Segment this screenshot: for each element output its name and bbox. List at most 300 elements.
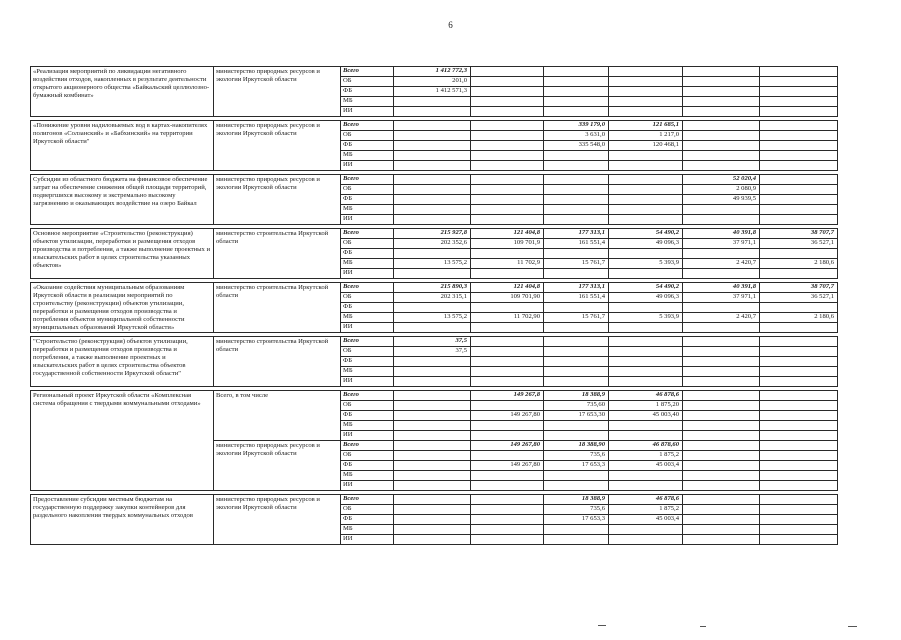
scan-artifact bbox=[700, 626, 706, 627]
amount-cell bbox=[683, 431, 760, 441]
amount-cell bbox=[394, 441, 471, 451]
amount-cell bbox=[683, 505, 760, 515]
amount-cell: 177 313,1 bbox=[544, 229, 609, 239]
amount-cell bbox=[394, 505, 471, 515]
amount-cell bbox=[760, 77, 838, 87]
funding-source-label: ФБ bbox=[341, 357, 394, 367]
funding-source-label: ИИ bbox=[341, 431, 394, 441]
amount-cell: 121 685,1 bbox=[609, 121, 683, 131]
amount-cell: 45 003,40 bbox=[609, 411, 683, 421]
funding-source-label: Всего bbox=[341, 283, 394, 293]
activity-description: Региональный проект Иркутской области «Комплексная система обращения с твердыми коммунальными отходами» bbox=[31, 391, 214, 491]
amount-cell bbox=[683, 411, 760, 421]
amount-cell: 45 003,4 bbox=[609, 515, 683, 525]
funding-source-label: ОБ bbox=[341, 451, 394, 461]
amount-cell bbox=[544, 151, 609, 161]
amount-cell bbox=[471, 215, 544, 225]
amount-cell bbox=[471, 269, 544, 279]
funding-source-label: ОБ bbox=[341, 401, 394, 411]
amount-cell bbox=[471, 175, 544, 185]
funding-source-label: ИИ bbox=[341, 323, 394, 333]
amount-cell bbox=[609, 87, 683, 97]
amount-cell bbox=[609, 249, 683, 259]
amount-cell: 202 352,6 bbox=[394, 239, 471, 249]
amount-cell bbox=[683, 303, 760, 313]
funding-source-label: ФБ bbox=[341, 411, 394, 421]
amount-cell bbox=[760, 515, 838, 525]
amount-cell bbox=[683, 97, 760, 107]
amount-cell bbox=[544, 175, 609, 185]
amount-cell bbox=[394, 367, 471, 377]
amount-cell bbox=[394, 97, 471, 107]
amount-cell bbox=[471, 161, 544, 171]
funding-source-label: ИИ bbox=[341, 215, 394, 225]
amount-cell: 18 388,9 bbox=[544, 495, 609, 505]
amount-cell bbox=[683, 347, 760, 357]
amount-cell bbox=[471, 337, 544, 347]
amount-cell bbox=[609, 77, 683, 87]
responsible-executor: министерство природных ресурсов и экологии Иркутской области bbox=[214, 175, 341, 225]
amount-cell bbox=[760, 505, 838, 515]
amount-cell bbox=[683, 107, 760, 117]
amount-cell: 121 404,8 bbox=[471, 229, 544, 239]
amount-cell bbox=[544, 337, 609, 347]
amount-cell bbox=[760, 303, 838, 313]
amount-cell: 1 412 571,3 bbox=[394, 87, 471, 97]
responsible-executor: министерство природных ресурсов и экологии Иркутской области bbox=[214, 121, 341, 171]
amount-cell: 17 653,30 bbox=[544, 411, 609, 421]
table-row bbox=[31, 391, 838, 401]
table-row bbox=[31, 495, 838, 505]
amount-cell: 49 096,3 bbox=[609, 239, 683, 249]
funding-source-label: Всего bbox=[341, 229, 394, 239]
amount-cell: 202 315,1 bbox=[394, 293, 471, 303]
amount-cell bbox=[609, 67, 683, 77]
amount-cell bbox=[394, 131, 471, 141]
amount-cell bbox=[683, 377, 760, 387]
amount-cell bbox=[544, 323, 609, 333]
amount-cell bbox=[760, 323, 838, 333]
amount-cell bbox=[544, 525, 609, 535]
amount-cell bbox=[683, 391, 760, 401]
amount-cell bbox=[394, 121, 471, 131]
amount-cell bbox=[394, 411, 471, 421]
amount-cell bbox=[471, 303, 544, 313]
funding-source-label: Всего bbox=[341, 337, 394, 347]
amount-cell: 36 527,1 bbox=[760, 293, 838, 303]
funding-source-label: ИИ bbox=[341, 269, 394, 279]
amount-cell bbox=[683, 215, 760, 225]
amount-cell bbox=[544, 347, 609, 357]
amount-cell bbox=[544, 471, 609, 481]
amount-cell bbox=[609, 421, 683, 431]
amount-cell bbox=[471, 471, 544, 481]
amount-cell bbox=[683, 269, 760, 279]
amount-cell bbox=[760, 441, 838, 451]
amount-cell bbox=[609, 175, 683, 185]
amount-cell bbox=[394, 515, 471, 525]
amount-cell bbox=[544, 107, 609, 117]
amount-cell: 149 267,80 bbox=[471, 441, 544, 451]
table-row bbox=[31, 121, 838, 131]
amount-cell bbox=[609, 303, 683, 313]
amount-cell bbox=[609, 357, 683, 367]
amount-cell bbox=[683, 451, 760, 461]
activity-description: «Оказание содействия муниципальным образованиям Иркутской области в реализации мероприятий по строительству (реконструкции) объектов утилизации, переработки и размещения отходов производства и потребления объектов муниципальной собственности муниципальных образований Иркутской области» bbox=[31, 283, 214, 333]
amount-cell: 5 393,9 bbox=[609, 313, 683, 323]
amount-cell: 13 575,2 bbox=[394, 313, 471, 323]
amount-cell bbox=[760, 141, 838, 151]
amount-cell bbox=[394, 107, 471, 117]
amount-cell bbox=[683, 421, 760, 431]
funding-source-label: ФБ bbox=[341, 461, 394, 471]
amount-cell bbox=[683, 67, 760, 77]
amount-cell bbox=[609, 471, 683, 481]
amount-cell bbox=[544, 215, 609, 225]
amount-cell bbox=[544, 357, 609, 367]
amount-cell bbox=[760, 121, 838, 131]
amount-cell bbox=[471, 431, 544, 441]
amount-cell bbox=[760, 347, 838, 357]
amount-cell bbox=[394, 357, 471, 367]
amount-cell: 54 490,2 bbox=[609, 229, 683, 239]
funding-source-label: ОБ bbox=[341, 239, 394, 249]
amount-cell bbox=[544, 303, 609, 313]
amount-cell: 11 702,90 bbox=[471, 313, 544, 323]
funding-source-label: ФБ bbox=[341, 515, 394, 525]
amount-cell bbox=[471, 421, 544, 431]
scan-artifact bbox=[848, 626, 857, 627]
amount-cell: 17 653,3 bbox=[544, 515, 609, 525]
funding-source-label: ФБ bbox=[341, 87, 394, 97]
funding-source-label: МБ bbox=[341, 205, 394, 215]
amount-cell bbox=[760, 161, 838, 171]
amount-cell bbox=[544, 77, 609, 87]
amount-cell bbox=[683, 525, 760, 535]
amount-cell bbox=[760, 431, 838, 441]
amount-cell bbox=[683, 481, 760, 491]
table-row bbox=[31, 229, 838, 239]
amount-cell bbox=[544, 535, 609, 545]
amount-cell bbox=[394, 161, 471, 171]
table-row bbox=[31, 175, 838, 185]
amount-cell bbox=[609, 525, 683, 535]
amount-cell: 735,6 bbox=[544, 451, 609, 461]
amount-cell bbox=[760, 97, 838, 107]
responsible-executor: министерство природных ресурсов и экологии Иркутской области bbox=[214, 495, 341, 545]
amount-cell: 121 404,8 bbox=[471, 283, 544, 293]
amount-cell bbox=[760, 411, 838, 421]
amount-cell: 11 702,9 bbox=[471, 259, 544, 269]
amount-cell bbox=[760, 451, 838, 461]
funding-source-label: ИИ bbox=[341, 481, 394, 491]
funding-source-label: МБ bbox=[341, 97, 394, 107]
amount-cell bbox=[471, 515, 544, 525]
amount-cell: 161 551,4 bbox=[544, 293, 609, 303]
amount-cell bbox=[471, 347, 544, 357]
amount-cell bbox=[609, 367, 683, 377]
page-number: 6 bbox=[448, 20, 453, 30]
amount-cell bbox=[760, 535, 838, 545]
amount-cell: 335 548,0 bbox=[544, 141, 609, 151]
funding-source-label: ОБ bbox=[341, 505, 394, 515]
amount-cell: 2 080,9 bbox=[683, 185, 760, 195]
amount-cell bbox=[760, 357, 838, 367]
amount-cell bbox=[609, 535, 683, 545]
amount-cell bbox=[544, 431, 609, 441]
amount-cell bbox=[760, 215, 838, 225]
amount-cell bbox=[394, 401, 471, 411]
funding-source-label: МБ bbox=[341, 367, 394, 377]
funding-source-label: Всего bbox=[341, 175, 394, 185]
amount-cell bbox=[683, 401, 760, 411]
amount-cell: 1 217,0 bbox=[609, 131, 683, 141]
amount-cell bbox=[683, 77, 760, 87]
amount-cell: 177 313,1 bbox=[544, 283, 609, 293]
amount-cell bbox=[394, 461, 471, 471]
amount-cell bbox=[609, 97, 683, 107]
funding-source-label: Всего bbox=[341, 121, 394, 131]
amount-cell: 5 393,9 bbox=[609, 259, 683, 269]
amount-cell bbox=[683, 495, 760, 505]
amount-cell bbox=[760, 481, 838, 491]
amount-cell bbox=[394, 249, 471, 259]
amount-cell: 120 468,1 bbox=[609, 141, 683, 151]
amount-cell bbox=[544, 367, 609, 377]
amount-cell bbox=[394, 481, 471, 491]
funding-source-label: ФБ bbox=[341, 249, 394, 259]
amount-cell bbox=[760, 461, 838, 471]
amount-cell bbox=[471, 525, 544, 535]
amount-cell bbox=[683, 323, 760, 333]
amount-cell: 37,5 bbox=[394, 337, 471, 347]
amount-cell bbox=[609, 107, 683, 117]
amount-cell bbox=[683, 515, 760, 525]
amount-cell bbox=[471, 323, 544, 333]
amount-cell bbox=[609, 195, 683, 205]
amount-cell bbox=[683, 161, 760, 171]
amount-cell: 15 761,7 bbox=[544, 259, 609, 269]
amount-cell: 17 653,3 bbox=[544, 461, 609, 471]
amount-cell bbox=[683, 337, 760, 347]
amount-cell bbox=[760, 421, 838, 431]
amount-cell: 2 180,6 bbox=[760, 259, 838, 269]
amount-cell bbox=[394, 431, 471, 441]
amount-cell bbox=[471, 131, 544, 141]
amount-cell bbox=[394, 215, 471, 225]
activity-description: "Строительство (реконструкция) объектов утилизации, переработки и размещения отходов производства и потребления, а также выполнение проектных и изыскательских работ в целях строительства объектов государственной собственности Иркутской области" bbox=[31, 337, 214, 387]
amount-cell: 339 179,0 bbox=[544, 121, 609, 131]
amount-cell bbox=[394, 377, 471, 387]
amount-cell: 45 003,4 bbox=[609, 461, 683, 471]
amount-cell bbox=[394, 535, 471, 545]
amount-cell bbox=[394, 525, 471, 535]
amount-cell bbox=[760, 205, 838, 215]
amount-cell bbox=[683, 87, 760, 97]
amount-cell bbox=[760, 175, 838, 185]
amount-cell bbox=[394, 495, 471, 505]
amount-cell bbox=[471, 77, 544, 87]
amount-cell: 149 267,80 bbox=[471, 411, 544, 421]
amount-cell: 38 707,7 bbox=[760, 283, 838, 293]
funding-source-label: МБ bbox=[341, 471, 394, 481]
amount-cell bbox=[471, 401, 544, 411]
amount-cell: 15 761,7 bbox=[544, 313, 609, 323]
amount-cell: 46 878,6 bbox=[609, 495, 683, 505]
amount-cell: 1 875,20 bbox=[609, 401, 683, 411]
amount-cell bbox=[471, 481, 544, 491]
funding-source-label: МБ bbox=[341, 313, 394, 323]
amount-cell bbox=[544, 161, 609, 171]
amount-cell bbox=[471, 195, 544, 205]
amount-cell: 1 875,2 bbox=[609, 505, 683, 515]
amount-cell bbox=[609, 151, 683, 161]
amount-cell bbox=[544, 185, 609, 195]
amount-cell: 1 875,2 bbox=[609, 451, 683, 461]
amount-cell bbox=[760, 151, 838, 161]
amount-cell: 215 927,8 bbox=[394, 229, 471, 239]
funding-source-label: Всего bbox=[341, 495, 394, 505]
amount-cell bbox=[471, 141, 544, 151]
amount-cell bbox=[760, 391, 838, 401]
amount-cell bbox=[760, 195, 838, 205]
responsible-executor: министерство строительства Иркутской области bbox=[214, 283, 341, 333]
amount-cell bbox=[544, 87, 609, 97]
amount-cell: 735,6 bbox=[544, 505, 609, 515]
amount-cell: 36 527,1 bbox=[760, 239, 838, 249]
amount-cell bbox=[394, 451, 471, 461]
funding-source-label: ИИ bbox=[341, 107, 394, 117]
amount-cell: 735,60 bbox=[544, 401, 609, 411]
amount-cell bbox=[683, 357, 760, 367]
funding-source-label: ОБ bbox=[341, 131, 394, 141]
responsible-executor: министерство природных ресурсов и экологии Иркутской области bbox=[214, 67, 341, 117]
amount-cell bbox=[609, 347, 683, 357]
funding-source-label: ФБ bbox=[341, 195, 394, 205]
amount-cell: 13 575,2 bbox=[394, 259, 471, 269]
amount-cell: 149 267,80 bbox=[471, 461, 544, 471]
amount-cell bbox=[609, 431, 683, 441]
amount-cell: 215 890,3 bbox=[394, 283, 471, 293]
funding-source-label: ФБ bbox=[341, 141, 394, 151]
funding-source-label: ИИ bbox=[341, 161, 394, 171]
amount-cell bbox=[760, 67, 838, 77]
amount-cell: 109 701,9 bbox=[471, 239, 544, 249]
funding-source-label: МБ bbox=[341, 525, 394, 535]
amount-cell bbox=[394, 151, 471, 161]
amount-cell bbox=[609, 377, 683, 387]
amount-cell bbox=[394, 205, 471, 215]
amount-cell bbox=[544, 269, 609, 279]
amount-cell bbox=[471, 377, 544, 387]
amount-cell bbox=[760, 107, 838, 117]
amount-cell bbox=[394, 471, 471, 481]
table-row bbox=[31, 283, 838, 293]
funding-source-label: Всего bbox=[341, 67, 394, 77]
funding-source-label: МБ bbox=[341, 259, 394, 269]
amount-cell bbox=[544, 97, 609, 107]
amount-cell bbox=[471, 97, 544, 107]
funding-source-label: МБ bbox=[341, 151, 394, 161]
amount-cell bbox=[471, 249, 544, 259]
amount-cell bbox=[471, 451, 544, 461]
amount-cell bbox=[394, 391, 471, 401]
amount-cell: 161 551,4 bbox=[544, 239, 609, 249]
funding-source-label: ОБ bbox=[341, 293, 394, 303]
amount-cell: 37,5 bbox=[394, 347, 471, 357]
amount-cell bbox=[683, 249, 760, 259]
amount-cell bbox=[544, 205, 609, 215]
responsible-executor: Всего, в том числе bbox=[214, 391, 341, 441]
amount-cell: 2 420,7 bbox=[683, 259, 760, 269]
amount-cell bbox=[760, 367, 838, 377]
activity-description: «Реализация мероприятий по ликвидации негативного воздействия отходов, накопленных в результате деятельности открытого акционерного общества «Байкальский целлюлозно-бумажный комбинат» bbox=[31, 67, 214, 117]
table-row bbox=[31, 337, 838, 347]
scan-artifact bbox=[598, 625, 606, 626]
amount-cell bbox=[760, 495, 838, 505]
amount-cell: 46 878,6 bbox=[609, 391, 683, 401]
amount-cell bbox=[609, 337, 683, 347]
amount-cell bbox=[760, 337, 838, 347]
activity-description: Предоставление субсидии местным бюджетам на государственную поддержку закупки контейнеров для раздельного накопления твердых коммунальных отходов bbox=[31, 495, 214, 545]
amount-cell bbox=[394, 269, 471, 279]
amount-cell bbox=[683, 121, 760, 131]
amount-cell: 54 490,2 bbox=[609, 283, 683, 293]
amount-cell: 2 420,7 bbox=[683, 313, 760, 323]
amount-cell bbox=[394, 185, 471, 195]
amount-cell: 149 267,8 bbox=[471, 391, 544, 401]
responsible-executor: министерство природных ресурсов и экологии Иркутской области bbox=[214, 441, 341, 491]
amount-cell bbox=[609, 323, 683, 333]
amount-cell bbox=[544, 249, 609, 259]
funding-source-label: ИИ bbox=[341, 377, 394, 387]
amount-cell bbox=[471, 367, 544, 377]
amount-cell: 40 391,8 bbox=[683, 229, 760, 239]
amount-cell bbox=[394, 303, 471, 313]
amount-cell bbox=[394, 323, 471, 333]
amount-cell bbox=[760, 471, 838, 481]
amount-cell bbox=[760, 377, 838, 387]
amount-cell bbox=[609, 215, 683, 225]
activity-description: «Понижение уровня надиловыемых вод в картах-накопителях полигонов «Солзанский» и «Бабхинский» на территории Иркутской области" bbox=[31, 121, 214, 171]
funding-source-label: ФБ bbox=[341, 303, 394, 313]
amount-cell bbox=[609, 481, 683, 491]
amount-cell: 3 631,0 bbox=[544, 131, 609, 141]
amount-cell bbox=[683, 151, 760, 161]
budget-table bbox=[30, 66, 838, 545]
funding-source-label: ОБ bbox=[341, 185, 394, 195]
amount-cell: 37 971,1 bbox=[683, 239, 760, 249]
amount-cell bbox=[609, 185, 683, 195]
amount-cell bbox=[683, 367, 760, 377]
amount-cell bbox=[394, 421, 471, 431]
amount-cell bbox=[544, 195, 609, 205]
funding-source-label: ИИ bbox=[341, 535, 394, 545]
amount-cell: 18 388,90 bbox=[544, 441, 609, 451]
funding-source-label: Всего bbox=[341, 391, 394, 401]
amount-cell bbox=[471, 535, 544, 545]
amount-cell: 49 939,5 bbox=[683, 195, 760, 205]
amount-cell: 2 180,6 bbox=[760, 313, 838, 323]
amount-cell bbox=[471, 505, 544, 515]
funding-source-label: ОБ bbox=[341, 77, 394, 87]
activity-description: Основное мероприятие «Строительство (реконструкция) объектов утилизации, переработки и размещения отходов производства и потребления, а также выполнение проектных и изыскательских работ в целях строительства указанных объектов» bbox=[31, 229, 214, 279]
amount-cell bbox=[683, 141, 760, 151]
amount-cell: 201,0 bbox=[394, 77, 471, 87]
amount-cell bbox=[760, 131, 838, 141]
amount-cell bbox=[544, 67, 609, 77]
amount-cell bbox=[544, 481, 609, 491]
